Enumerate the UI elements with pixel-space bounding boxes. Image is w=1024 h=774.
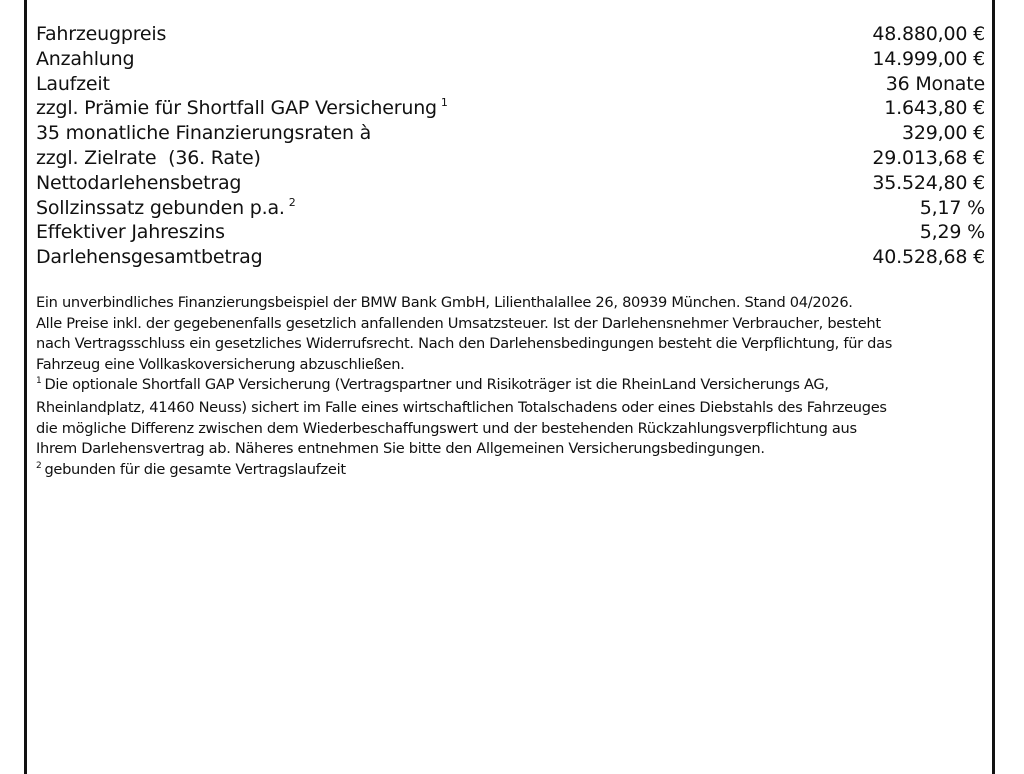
table-row: [36, 146, 985, 171]
row-value: 1.643,80 €: [884, 97, 985, 120]
table-row: [36, 121, 985, 146]
row-value: 40.528,68 €: [872, 246, 985, 269]
note-line: Die optionale Shortfall GAP Versicherung (Vertragspartner und Risikoträger ist die RheinLand Versicherungs AG,: [44, 376, 829, 394]
table-row: [36, 47, 985, 72]
table-row: [36, 220, 985, 245]
note-line: nach Vertragsschluss ein gesetzliches Widerrufsrecht. Nach den Darlehensbedingungen besteht die Verpflichtung, für das: [36, 335, 893, 353]
note-line: die mögliche Differenz zwischen dem Wiederbeschaffungswert und der bestehenden Rückzahlungsverpflichtung aus: [36, 419, 857, 437]
footnote-marker: 1: [36, 376, 42, 387]
row-value: 35.524,80 €: [872, 171, 985, 194]
note-line: gebunden für die gesamte Vertragslaufzeit: [44, 460, 346, 478]
note-line: Fahrzeug eine Vollkaskoversicherung abzuschließen.: [36, 355, 405, 373]
footnote-1: [36, 375, 996, 398]
row-value: 48.880,00 €: [872, 23, 985, 45]
note-line: Ihrem Darlehensvertrag ab. Näheres entnehmen Sie bitte den Allgemeinen Versicherungsbedingungen.: [36, 440, 765, 458]
row-label: Fahrzeugpreis: [36, 23, 167, 45]
table-row: [36, 245, 985, 270]
footnote-marker: 2: [36, 460, 42, 471]
row-label: Effektiver Jahreszins: [36, 221, 225, 244]
table-row: [36, 72, 985, 97]
row-value: 5,29 %: [919, 221, 985, 244]
legal-notes: [36, 293, 996, 482]
footnote-marker: 1: [440, 96, 448, 110]
row-value: 329,00 €: [901, 122, 985, 145]
row-value: 5,17 %: [919, 196, 985, 219]
row-value: 14.999,00 €: [872, 47, 985, 70]
footnote-2: [36, 460, 996, 483]
row-label: Anzahlung: [36, 47, 135, 70]
cropped-heading-fragment: [150, 0, 290, 2]
table-row: [36, 196, 985, 221]
row-label: zzgl. Zielrate (36. Rate): [36, 146, 261, 169]
row-label: Nettodarlehensbetrag: [36, 171, 242, 194]
table-row: [36, 96, 985, 121]
note-line: Ein unverbindliches Finanzierungsbeispiel der BMW Bank GmbH, Lilienthalallee 26, 80939 München. Stand 04/2026.: [36, 294, 853, 311]
table-row: [36, 22, 985, 47]
table-row: [36, 171, 985, 196]
row-label: Darlehensgesamtbetrag: [36, 246, 263, 269]
row-label: zzgl. Prämie für Shortfall GAP Versicherung: [36, 97, 437, 120]
note-line: Alle Preise inkl. der gegebenenfalls gesetzlich anfallenden Umsatzsteuer. Ist der Darlehensnehmer Verbraucher, besteht: [36, 314, 881, 332]
row-label: Laufzeit: [36, 72, 110, 95]
financing-table: [36, 22, 985, 270]
row-value: 29.013,68 €: [872, 146, 985, 169]
footnote-marker: 2: [288, 195, 296, 209]
row-label: Sollzinssatz gebunden p.a.: [36, 196, 285, 219]
row-value: 36 Monate: [885, 72, 985, 95]
note-line: Rheinlandplatz, 41460 Neuss) sichert im Falle eines wirtschaftlichen Totalschadens oder eines Diebstahls des Fahrzeuges: [36, 398, 887, 416]
row-label: 35 monatliche Finanzierungsraten à: [36, 122, 372, 145]
